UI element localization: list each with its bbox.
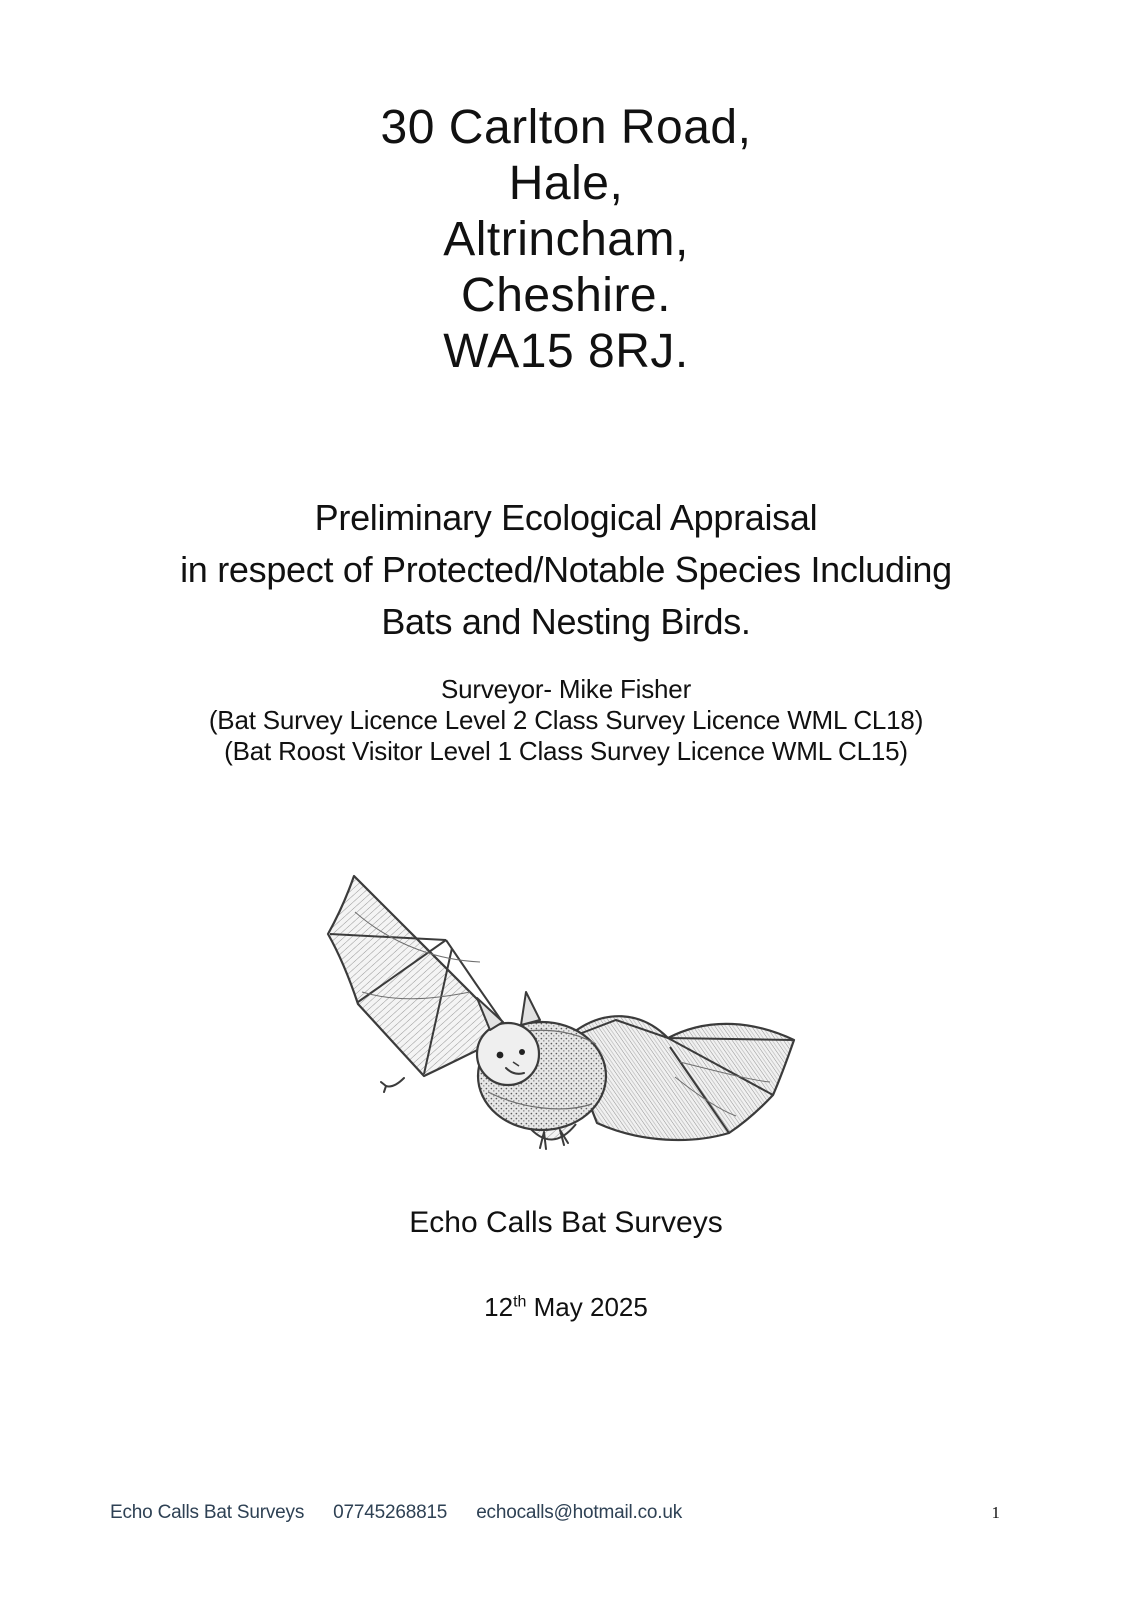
footer-email: echocalls@hotmail.co.uk xyxy=(476,1502,683,1523)
surveyor-name-line: Surveyor- Mike Fisher xyxy=(440,674,692,704)
page-footer xyxy=(110,1502,1000,1524)
report-title-line: Bats and Nesting Birds. xyxy=(381,601,751,642)
address-line: WA15 8RJ. xyxy=(443,325,689,378)
site-address-title xyxy=(0,100,1132,380)
address-line: Altrincham, xyxy=(443,213,689,266)
surveyor-licence-line: (Bat Survey Licence Level 2 Class Survey Licence WML CL18) xyxy=(208,705,924,735)
footer-contact-details xyxy=(110,1502,682,1524)
report-date xyxy=(0,1292,1132,1323)
surveyor-licence-line: (Bat Roost Visitor Level 1 Class Survey Licence WML CL15) xyxy=(224,736,908,766)
address-line: 30 Carlton Road, xyxy=(380,101,752,154)
footer-company: Echo Calls Bat Surveys xyxy=(110,1502,305,1523)
bat-illustration-svg xyxy=(300,842,832,1164)
report-title-line: Preliminary Ecological Appraisal xyxy=(314,497,818,538)
address-line: Hale, xyxy=(508,157,624,210)
bat-illustration xyxy=(0,842,1132,1169)
report-title-line: in respect of Protected/Notable Species Including xyxy=(180,549,952,590)
page-number: 1 xyxy=(991,1503,1000,1522)
company-name: Echo Calls Bat Surveys xyxy=(409,1206,723,1239)
date-ordinal-suffix: th xyxy=(513,1293,527,1311)
surveyor-details xyxy=(0,674,1132,767)
footer-phone: 07745268815 xyxy=(333,1502,448,1523)
date-day: 12 xyxy=(484,1292,514,1322)
report-title xyxy=(0,492,1132,648)
date-month-year: May 2025 xyxy=(526,1292,648,1322)
address-line: Cheshire. xyxy=(461,269,671,322)
